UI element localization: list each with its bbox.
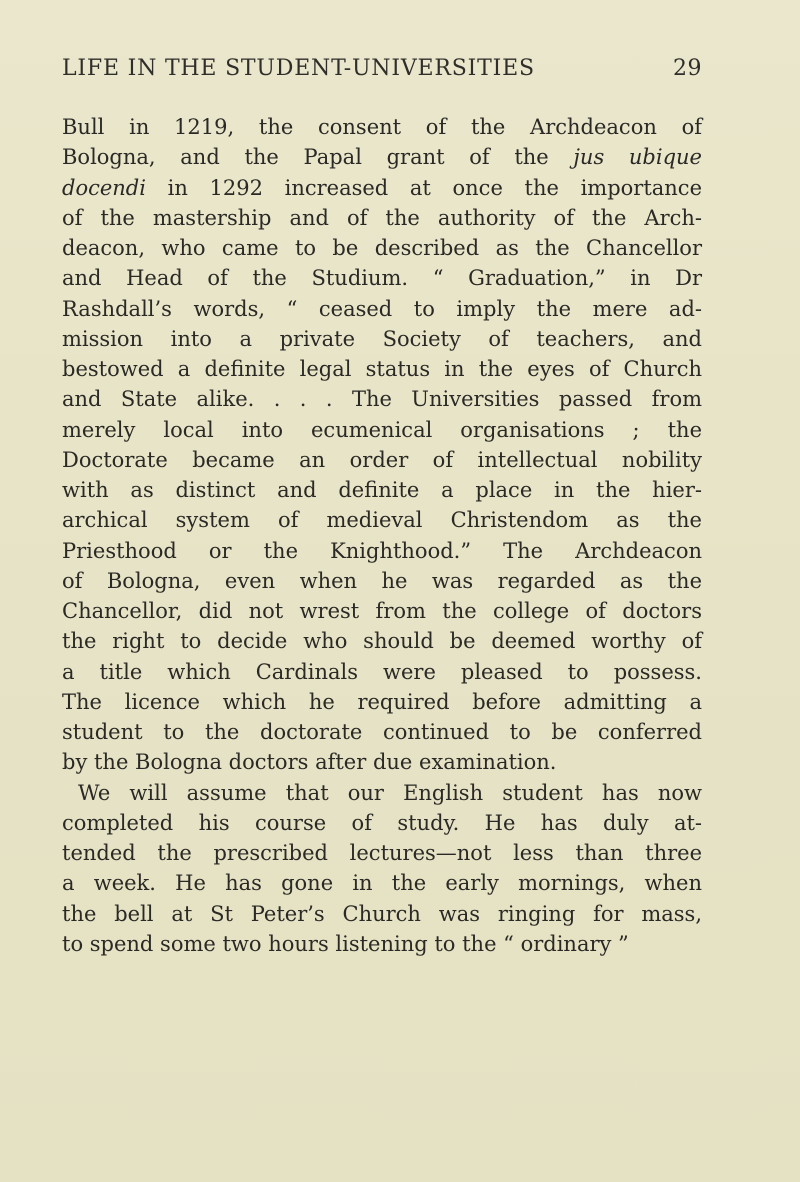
text-line-5: deacon, who came to be described as the Chancellor	[62, 236, 702, 260]
text-line-12: Doctorate became an order of intellectual nobility	[62, 447, 702, 472]
text-line-8: mission into a private Society of teachers, and	[62, 326, 702, 351]
text-line-7: Rashdall’s words, “ ceased to imply the mere ad-	[62, 296, 702, 321]
text-line-20: The licence which he required before admitting a	[62, 689, 702, 714]
text-line-13: with as distinct and definite a place in the hier-	[62, 478, 702, 502]
running-head-title: LIFE IN THE STUDENT-UNIVERSITIES	[62, 56, 535, 81]
text-line-11: merely local into ecumenical organisations ; the	[62, 417, 702, 442]
text-line-15: Priesthood or the Knighthood.” The Archdeacon	[62, 538, 702, 563]
italic-phrase-jus-ubique: jus ubique	[573, 145, 702, 170]
text-line-23: We will assume that our English student has now	[78, 780, 702, 805]
text-line-1: Bull in 1219, the consent of the Archdeacon of	[62, 115, 702, 139]
text-line-2-roman: Bologna, and the Papal grant of the	[62, 145, 574, 170]
text-line-10: and State alike. . . . The Universities passed from	[62, 387, 702, 412]
text-line-28: to spend some two hours listening to the “ ordinary ”	[62, 931, 629, 956]
text-line-19: a title which Cardinals were pleased to possess.	[62, 659, 702, 684]
text-line-2	[62, 142, 702, 172]
page-number: 29	[673, 56, 702, 81]
text-line-26: a week. He has gone in the early mornings, when	[62, 871, 702, 896]
text-line-16: of Bologna, even when he was regarded as the	[62, 568, 702, 593]
running-head	[62, 56, 702, 88]
text-line-27: the bell at St Peter’s Church was ringing for mass,	[62, 901, 702, 926]
text-line-21: student to the doctorate continued to be conferred	[62, 720, 702, 744]
text-line-14: archical system of medieval Christendom as the	[62, 508, 702, 533]
text-line-22: by the Bologna doctors after due examination.	[62, 750, 557, 775]
text-line-6: and Head of the Studium. “ Graduation,” in Dr	[62, 266, 702, 291]
text-line-17: Chancellor, did not wrest from the college of doctors	[62, 599, 702, 623]
text-line-3-roman: in 1292 increased at once the importance	[145, 175, 702, 200]
text-line-24: completed his course of study. He has duly at-	[62, 810, 702, 835]
text-line-3	[62, 173, 702, 203]
text-line-18: the right to decide who should be deemed worthy of	[62, 629, 702, 654]
body-text	[62, 112, 702, 959]
text-line-4: of the mastership and of the authority of the Arch-	[62, 205, 702, 230]
italic-phrase-docendi: docendi	[62, 175, 146, 200]
text-line-25: tended the prescribed lectures—not less than three	[62, 841, 702, 865]
text-line-9: bestowed a definite legal status in the eyes of Church	[62, 357, 702, 381]
